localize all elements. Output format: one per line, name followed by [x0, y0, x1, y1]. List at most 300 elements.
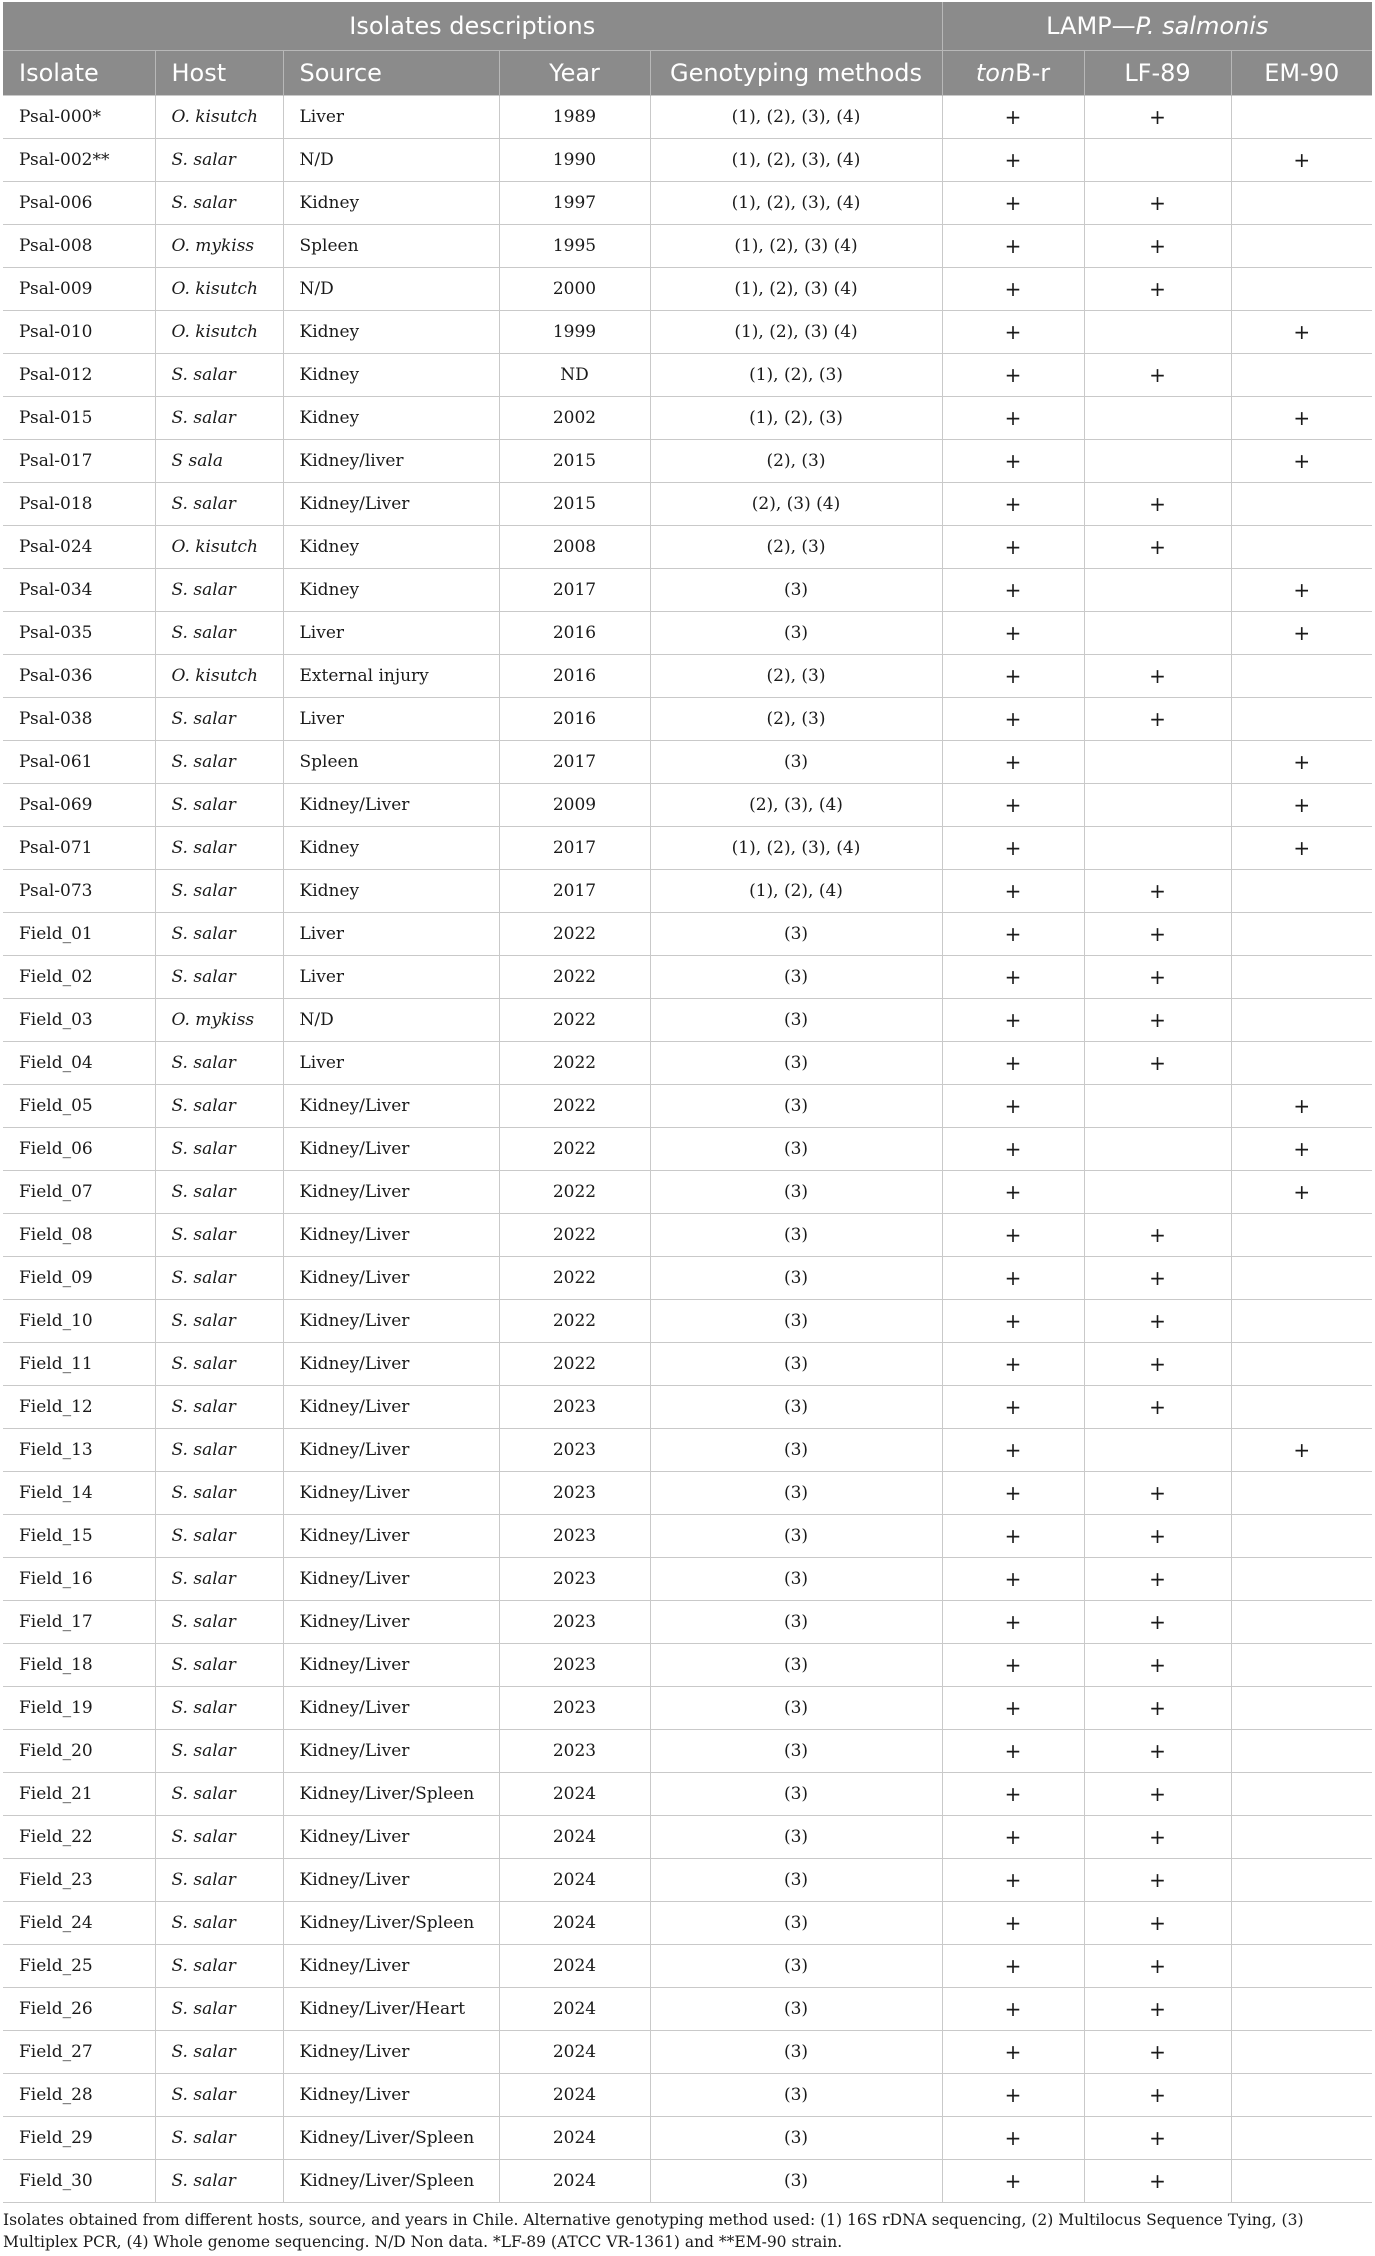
cell-lf-89: +: [1084, 2160, 1231, 2203]
cell-host: [155, 483, 283, 526]
host-species: S. salar: [171, 1483, 236, 1503]
cell-genotyping-methods: (3): [650, 2160, 942, 2203]
cell-source: Kidney/Liver: [283, 1644, 499, 1687]
cell-genotyping-methods: (3): [650, 1687, 942, 1730]
cell-tonb-r: +: [942, 1859, 1084, 1902]
cell-source: Kidney/Liver: [283, 1085, 499, 1128]
host-species: S. salar: [171, 580, 236, 600]
cell-year: 2022: [499, 1343, 650, 1386]
table-row: [3, 1171, 1372, 1214]
cell-tonb-r: +: [942, 1515, 1084, 1558]
table-row: [3, 784, 1372, 827]
cell-source: Liver: [283, 913, 499, 956]
cell-genotyping-methods: (2), (3): [650, 440, 942, 483]
cell-lf-89: +: [1084, 655, 1231, 698]
cell-host: [155, 2074, 283, 2117]
cell-host: [155, 397, 283, 440]
cell-lf-89: +: [1084, 268, 1231, 311]
cell-tonb-r: +: [942, 483, 1084, 526]
cell-tonb-r: +: [942, 526, 1084, 569]
cell-source: Kidney: [283, 827, 499, 870]
cell-isolate: Field_27: [3, 2031, 155, 2074]
cell-isolate: Psal-038: [3, 698, 155, 741]
host-species: O. kisutch: [171, 279, 258, 299]
cell-host: [155, 1257, 283, 1300]
cell-em-90: [1231, 1558, 1372, 1601]
host-species: S. salar: [171, 1268, 236, 1288]
cell-lf-89: +: [1084, 1687, 1231, 1730]
cell-genotyping-methods: (3): [650, 1859, 942, 1902]
cell-genotyping-methods: (3): [650, 1773, 942, 1816]
cell-source: Kidney: [283, 354, 499, 397]
cell-lf-89: +: [1084, 1859, 1231, 1902]
cell-genotyping-methods: (1), (2), (3) (4): [650, 225, 942, 268]
cell-source: Kidney: [283, 311, 499, 354]
cell-em-90: +: [1231, 1128, 1372, 1171]
cell-em-90: [1231, 956, 1372, 999]
cell-genotyping-methods: (1), (2), (3), (4): [650, 139, 942, 182]
cell-source: External injury: [283, 655, 499, 698]
cell-host: [155, 1429, 283, 1472]
col-header-host: Host: [155, 51, 283, 96]
cell-em-90: +: [1231, 1429, 1372, 1472]
cell-source: Kidney: [283, 182, 499, 225]
cell-lf-89: +: [1084, 1601, 1231, 1644]
table-row: [3, 397, 1372, 440]
cell-year: 2024: [499, 1859, 650, 1902]
cell-isolate: Field_04: [3, 1042, 155, 1085]
cell-tonb-r: +: [942, 655, 1084, 698]
cell-lf-89: +: [1084, 1773, 1231, 1816]
cell-genotyping-methods: (1), (2), (3), (4): [650, 827, 942, 870]
host-species: O. mykiss: [171, 1010, 255, 1030]
cell-source: Kidney/Liver: [283, 1429, 499, 1472]
cell-host: [155, 827, 283, 870]
cell-isolate: Field_28: [3, 2074, 155, 2117]
cell-year: 2022: [499, 1300, 650, 1343]
cell-tonb-r: +: [942, 1128, 1084, 1171]
cell-isolate: Field_20: [3, 1730, 155, 1773]
cell-genotyping-methods: (3): [650, 1386, 942, 1429]
table-row: [3, 1644, 1372, 1687]
table-row: [3, 2160, 1372, 2203]
cell-em-90: [1231, 1687, 1372, 1730]
cell-genotyping-methods: (3): [650, 569, 942, 612]
cell-tonb-r: +: [942, 1730, 1084, 1773]
cell-host: [155, 999, 283, 1042]
table-row: [3, 1257, 1372, 1300]
cell-em-90: [1231, 1988, 1372, 2031]
cell-em-90: [1231, 1042, 1372, 1085]
cell-lf-89: +: [1084, 1300, 1231, 1343]
host-species: S. salar: [171, 2128, 236, 2148]
cell-tonb-r: +: [942, 1343, 1084, 1386]
col-header-genotyping-methods: Genotyping methods: [650, 51, 942, 96]
cell-source: Kidney: [283, 870, 499, 913]
cell-year: 2023: [499, 1644, 650, 1687]
group-header-isolates-descriptions: Isolates descriptions: [3, 2, 942, 51]
cell-lf-89: +: [1084, 1816, 1231, 1859]
col-header-isolate: Isolate: [3, 51, 155, 96]
cell-source: Kidney/Liver: [283, 1257, 499, 1300]
host-species: S. salar: [171, 1913, 236, 1933]
cell-em-90: [1231, 999, 1372, 1042]
cell-tonb-r: +: [942, 913, 1084, 956]
cell-host: [155, 2160, 283, 2203]
cell-year: 2008: [499, 526, 650, 569]
cell-isolate: Field_19: [3, 1687, 155, 1730]
cell-isolate: Field_16: [3, 1558, 155, 1601]
table-row: [3, 440, 1372, 483]
cell-isolate: Psal-017: [3, 440, 155, 483]
cell-source: Liver: [283, 96, 499, 139]
cell-lf-89: +: [1084, 1214, 1231, 1257]
host-species: S. salar: [171, 494, 236, 514]
cell-lf-89: [1084, 440, 1231, 483]
host-species: S. salar: [171, 838, 236, 858]
cell-isolate: Field_05: [3, 1085, 155, 1128]
cell-source: Kidney: [283, 397, 499, 440]
cell-host: [155, 225, 283, 268]
table-header: [3, 2, 1372, 96]
cell-tonb-r: +: [942, 397, 1084, 440]
cell-host: [155, 268, 283, 311]
table-row: [3, 913, 1372, 956]
cell-year: 2024: [499, 1902, 650, 1945]
table-row: [3, 182, 1372, 225]
table-row: [3, 1730, 1372, 1773]
cell-em-90: +: [1231, 1085, 1372, 1128]
host-species: S. salar: [171, 1526, 236, 1546]
cell-genotyping-methods: (3): [650, 2074, 942, 2117]
table-row: [3, 1601, 1372, 1644]
cell-tonb-r: +: [942, 1988, 1084, 2031]
cell-source: Kidney/Liver: [283, 1859, 499, 1902]
cell-genotyping-methods: (3): [650, 1515, 942, 1558]
col-header-tonb-rest: B-r: [1015, 59, 1051, 87]
cell-year: 2024: [499, 1773, 650, 1816]
cell-host: [155, 1644, 283, 1687]
host-species: S. salar: [171, 408, 236, 428]
cell-host: [155, 870, 283, 913]
table-row: [3, 1429, 1372, 1472]
col-header-tonb-italic: ton: [975, 59, 1016, 87]
cell-isolate: Field_22: [3, 1816, 155, 1859]
host-species: S. salar: [171, 1655, 236, 1675]
cell-lf-89: +: [1084, 225, 1231, 268]
host-species: O. mykiss: [171, 236, 255, 256]
col-header-em-90: EM-90: [1231, 51, 1372, 96]
cell-tonb-r: +: [942, 182, 1084, 225]
cell-genotyping-methods: (1), (2), (3) (4): [650, 311, 942, 354]
cell-em-90: +: [1231, 139, 1372, 182]
cell-lf-89: [1084, 397, 1231, 440]
cell-host: [155, 1300, 283, 1343]
host-species: S. salar: [171, 1999, 236, 2019]
col-header-source: Source: [283, 51, 499, 96]
cell-tonb-r: +: [942, 698, 1084, 741]
cell-host: [155, 1171, 283, 1214]
cell-tonb-r: +: [942, 354, 1084, 397]
cell-source: Kidney/Liver: [283, 1472, 499, 1515]
cell-host: [155, 139, 283, 182]
cell-lf-89: +: [1084, 1257, 1231, 1300]
cell-year: 2022: [499, 1171, 650, 1214]
cell-genotyping-methods: (3): [650, 1214, 942, 1257]
cell-lf-89: +: [1084, 1945, 1231, 1988]
cell-source: Spleen: [283, 741, 499, 784]
cell-tonb-r: +: [942, 311, 1084, 354]
cell-isolate: Field_02: [3, 956, 155, 999]
cell-lf-89: [1084, 139, 1231, 182]
cell-lf-89: +: [1084, 698, 1231, 741]
cell-genotyping-methods: (3): [650, 1429, 942, 1472]
cell-source: Kidney/Liver: [283, 1687, 499, 1730]
cell-em-90: +: [1231, 827, 1372, 870]
group-header-lamp-prefix: LAMP—: [1046, 12, 1136, 40]
table-body: [3, 96, 1372, 2203]
cell-tonb-r: +: [942, 569, 1084, 612]
cell-year: 2023: [499, 1601, 650, 1644]
cell-isolate: Field_14: [3, 1472, 155, 1515]
cell-host: [155, 1128, 283, 1171]
cell-genotyping-methods: (1), (2), (3), (4): [650, 182, 942, 225]
table-row: [3, 870, 1372, 913]
cell-isolate: Psal-034: [3, 569, 155, 612]
cell-tonb-r: +: [942, 225, 1084, 268]
cell-host: [155, 569, 283, 612]
cell-lf-89: +: [1084, 96, 1231, 139]
table-footnote: Isolates obtained from different hosts, source, and years in Chile. Alternative genotyping method used: (1) 16S rDNA sequencing, (2) Multilocus Sequence Tying, (3) Multiplex PCR, (4) Whole genome sequencing. N/D Non data. *LF-89 (ATCC VR-1361) and **EM-90 strain.: [3, 2211, 1304, 2251]
cell-genotyping-methods: (3): [650, 1816, 942, 1859]
col-header-year: Year: [499, 51, 650, 96]
host-species: S. salar: [171, 795, 236, 815]
host-species: O. kisutch: [171, 322, 258, 342]
cell-tonb-r: +: [942, 1300, 1084, 1343]
cell-isolate: Field_25: [3, 1945, 155, 1988]
cell-year: 1989: [499, 96, 650, 139]
table-row: [3, 268, 1372, 311]
cell-isolate: Psal-018: [3, 483, 155, 526]
cell-isolate: Psal-073: [3, 870, 155, 913]
table-row: [3, 526, 1372, 569]
cell-year: 2017: [499, 827, 650, 870]
cell-source: Kidney/Liver: [283, 1128, 499, 1171]
cell-lf-89: [1084, 1085, 1231, 1128]
cell-genotyping-methods: (3): [650, 999, 942, 1042]
table-row: [3, 2031, 1372, 2074]
cell-isolate: Field_03: [3, 999, 155, 1042]
cell-em-90: [1231, 1386, 1372, 1429]
cell-tonb-r: +: [942, 1386, 1084, 1429]
cell-lf-89: +: [1084, 870, 1231, 913]
cell-lf-89: +: [1084, 1515, 1231, 1558]
cell-tonb-r: +: [942, 1902, 1084, 1945]
cell-source: Kidney/Liver/Spleen: [283, 2117, 499, 2160]
cell-tonb-r: +: [942, 827, 1084, 870]
cell-year: 2024: [499, 1945, 650, 1988]
cell-lf-89: +: [1084, 1386, 1231, 1429]
cell-host: [155, 1945, 283, 1988]
cell-host: [155, 1042, 283, 1085]
cell-em-90: [1231, 182, 1372, 225]
cell-genotyping-methods: (3): [650, 2117, 942, 2160]
cell-source: Kidney/Liver: [283, 1343, 499, 1386]
host-species: S. salar: [171, 2042, 236, 2062]
table-row: [3, 569, 1372, 612]
host-species: S. salar: [171, 1440, 236, 1460]
cell-isolate: Psal-010: [3, 311, 155, 354]
cell-year: 2022: [499, 1214, 650, 1257]
host-species: S. salar: [171, 924, 236, 944]
cell-lf-89: +: [1084, 1558, 1231, 1601]
cell-host: [155, 612, 283, 655]
cell-lf-89: +: [1084, 2074, 1231, 2117]
cell-lf-89: [1084, 784, 1231, 827]
cell-year: 2017: [499, 741, 650, 784]
cell-em-90: +: [1231, 440, 1372, 483]
cell-host: [155, 1902, 283, 1945]
cell-genotyping-methods: (3): [650, 1300, 942, 1343]
host-species: S. salar: [171, 1182, 236, 1202]
table-row: [3, 1300, 1372, 1343]
cell-host: [155, 1859, 283, 1902]
cell-source: Kidney: [283, 569, 499, 612]
cell-genotyping-methods: (2), (3): [650, 698, 942, 741]
host-species: S. salar: [171, 1397, 236, 1417]
cell-isolate: Field_17: [3, 1601, 155, 1644]
host-species: S. salar: [171, 193, 236, 213]
table-row: [3, 1687, 1372, 1730]
table-row: [3, 1945, 1372, 1988]
cell-year: 2023: [499, 1386, 650, 1429]
host-species: S. salar: [171, 1870, 236, 1890]
cell-year: 2023: [499, 1558, 650, 1601]
cell-host: [155, 1214, 283, 1257]
cell-tonb-r: +: [942, 96, 1084, 139]
table-row: [3, 483, 1372, 526]
cell-tonb-r: +: [942, 1816, 1084, 1859]
cell-em-90: [1231, 483, 1372, 526]
host-species: S. salar: [171, 881, 236, 901]
cell-year: 2023: [499, 1472, 650, 1515]
cell-em-90: [1231, 268, 1372, 311]
cell-year: 2024: [499, 2031, 650, 2074]
table-row: [3, 1386, 1372, 1429]
cell-isolate: Field_06: [3, 1128, 155, 1171]
cell-lf-89: +: [1084, 999, 1231, 1042]
cell-lf-89: +: [1084, 1644, 1231, 1687]
cell-genotyping-methods: (3): [650, 1343, 942, 1386]
host-species: S. salar: [171, 2085, 236, 2105]
table-row: [3, 655, 1372, 698]
host-species: S. salar: [171, 623, 236, 643]
table-row: [3, 1859, 1372, 1902]
cell-tonb-r: +: [942, 1042, 1084, 1085]
cell-year: 2000: [499, 268, 650, 311]
cell-host: [155, 784, 283, 827]
cell-em-90: [1231, 1816, 1372, 1859]
cell-host: [155, 1687, 283, 1730]
cell-em-90: +: [1231, 612, 1372, 655]
cell-year: 2002: [499, 397, 650, 440]
cell-year: 1995: [499, 225, 650, 268]
cell-tonb-r: +: [942, 956, 1084, 999]
cell-tonb-r: +: [942, 741, 1084, 784]
host-species: S. salar: [171, 150, 236, 170]
host-species: S. salar: [171, 1784, 236, 1804]
cell-em-90: [1231, 225, 1372, 268]
cell-year: 2017: [499, 870, 650, 913]
cell-lf-89: [1084, 1429, 1231, 1472]
cell-em-90: +: [1231, 311, 1372, 354]
group-header-lamp: [942, 2, 1372, 51]
cell-tonb-r: +: [942, 1601, 1084, 1644]
cell-year: 2024: [499, 1988, 650, 2031]
cell-em-90: [1231, 2031, 1372, 2074]
cell-year: 2023: [499, 1429, 650, 1472]
col-header-tonb-r: [942, 51, 1084, 96]
cell-genotyping-methods: (3): [650, 1945, 942, 1988]
cell-isolate: Psal-006: [3, 182, 155, 225]
cell-isolate: Field_10: [3, 1300, 155, 1343]
table-row: [3, 1042, 1372, 1085]
host-species: S. salar: [171, 1096, 236, 1116]
cell-em-90: +: [1231, 569, 1372, 612]
cell-tonb-r: +: [942, 2160, 1084, 2203]
cell-isolate: Psal-015: [3, 397, 155, 440]
cell-year: 2023: [499, 1515, 650, 1558]
cell-lf-89: +: [1084, 1042, 1231, 1085]
cell-host: [155, 440, 283, 483]
cell-isolate: Psal-008: [3, 225, 155, 268]
cell-year: 2015: [499, 440, 650, 483]
cell-source: Liver: [283, 698, 499, 741]
cell-host: [155, 1601, 283, 1644]
cell-source: Kidney/Liver: [283, 1515, 499, 1558]
cell-em-90: [1231, 1945, 1372, 1988]
table-row: [3, 1773, 1372, 1816]
cell-host: [155, 96, 283, 139]
cell-source: Kidney/Liver/Heart: [283, 1988, 499, 2031]
cell-lf-89: +: [1084, 2117, 1231, 2160]
cell-genotyping-methods: (2), (3), (4): [650, 784, 942, 827]
cell-tonb-r: +: [942, 1644, 1084, 1687]
cell-host: [155, 655, 283, 698]
host-species: S sala: [171, 451, 223, 471]
host-species: S. salar: [171, 752, 236, 772]
cell-source: Kidney/Liver: [283, 1386, 499, 1429]
cell-genotyping-methods: (1), (2), (4): [650, 870, 942, 913]
cell-lf-89: +: [1084, 354, 1231, 397]
cell-tonb-r: +: [942, 612, 1084, 655]
cell-genotyping-methods: (3): [650, 1257, 942, 1300]
cell-em-90: [1231, 1859, 1372, 1902]
cell-year: 2017: [499, 569, 650, 612]
cell-host: [155, 2117, 283, 2160]
cell-source: Kidney/Liver: [283, 2031, 499, 2074]
host-species: O. kisutch: [171, 537, 258, 557]
cell-genotyping-methods: (3): [650, 1644, 942, 1687]
table-row: [3, 311, 1372, 354]
cell-host: [155, 1773, 283, 1816]
cell-year: 2022: [499, 999, 650, 1042]
cell-year: 2023: [499, 1730, 650, 1773]
cell-tonb-r: +: [942, 268, 1084, 311]
table-row: [3, 1085, 1372, 1128]
table-row: [3, 1472, 1372, 1515]
cell-host: [155, 1085, 283, 1128]
